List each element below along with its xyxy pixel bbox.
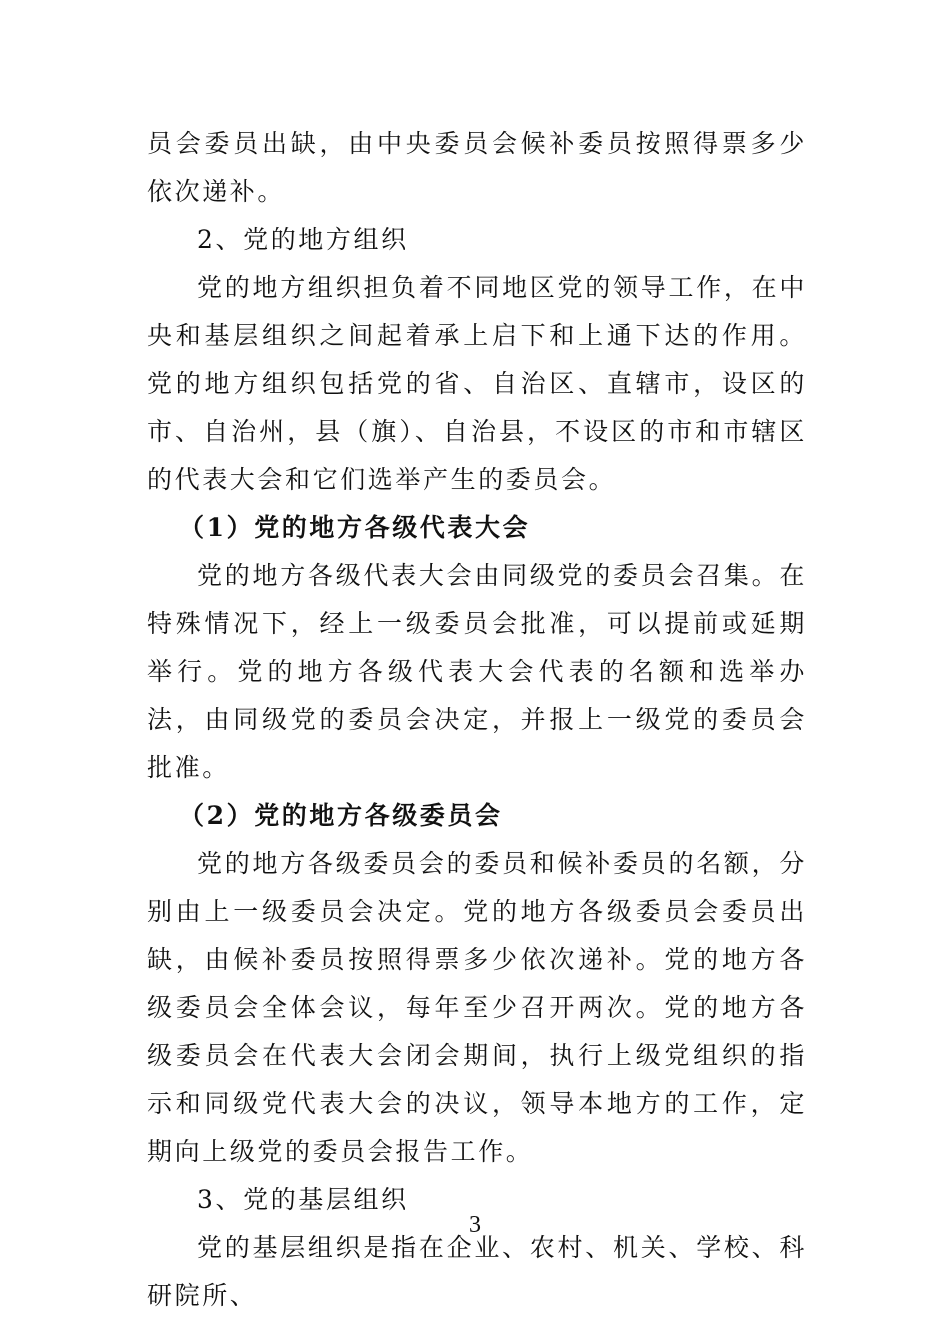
paragraph-congress: 党的地方各级代表大会由同级党的委员会召集。在特殊情况下，经上一级委员会批准，可以提前或延期举行。党的地方各级代表大会代表的名额和选举办法，由同级党的委员会决定，并报上一级党的委员会批准。: [147, 561, 807, 782]
page-number: 3: [469, 1212, 481, 1238]
subsection-heading-committee: （2）党的地方各级委员会: [179, 801, 503, 830]
subsection-heading-congress: （1）党的地方各级代表大会: [179, 513, 531, 542]
paragraph-continued: 员会委员出缺，由中央委员会候补委员按照得票多少依次递补。: [147, 129, 807, 206]
paragraph-grassroots: 党的基层组织是指在企业、农村、机关、学校、科研院所、: [147, 1233, 807, 1310]
paragraph-local-organizations: 党的地方组织担负着不同地区党的领导工作，在中央和基层组织之间起着承上启下和上通下达的作用。党的地方组织包括党的省、自治区、直辖市，设区的市、自治州，县（旗）、自治县，不设区的市和市辖区的代表大会和它们选举产生的委员会。: [147, 273, 807, 494]
body-text: [147, 120, 807, 1320]
section-heading-grassroots: 3、党的基层组织: [197, 1185, 409, 1214]
section-heading-local-organizations: 2、党的地方组织: [197, 225, 409, 254]
paragraph-committee: 党的地方各级委员会的委员和候补委员的名额，分别由上一级委员会决定。党的地方各级委员会委员出缺，由候补委员按照得票多少依次递补。党的地方各级委员会全体会议，每年至少召开两次。党的地方各级委员会在代表大会闭会期间，执行上级党组织的指示和同级党代表大会的决议，领导本地方的工作，定期向上级党的委员会报告工作。: [147, 849, 807, 1166]
